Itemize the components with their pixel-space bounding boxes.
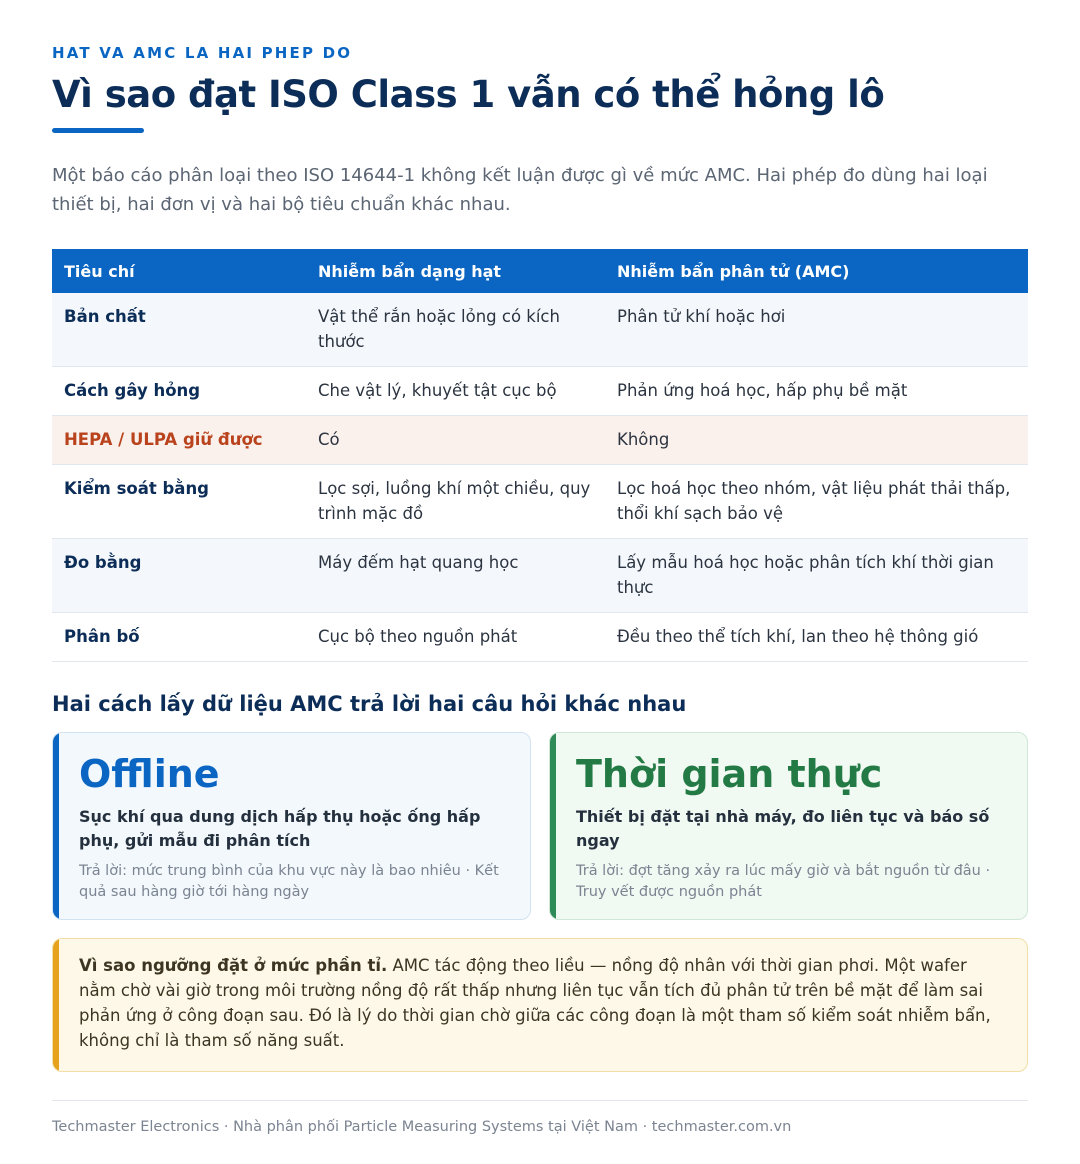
header-particle: Nhiễm bẩn dạng hạt (306, 249, 605, 293)
realtime-card (549, 732, 1028, 920)
card-accent-bar (550, 733, 556, 919)
header-amc: Nhiễm bẩn phân tử (AMC) (605, 249, 1028, 293)
row-particle: Cục bộ theo nguồn phát (306, 613, 605, 662)
page-title: Vì sao đạt ISO Class 1 vẫn có thể hỏng lô (52, 73, 885, 116)
row-amc: Đều theo thể tích khí, lan theo hệ thông gió (605, 613, 1028, 662)
row-criteria: Kiểm soát bằng (52, 465, 306, 539)
row-criteria: Bản chất (52, 293, 306, 367)
row-amc: Lấy mẫu hoá học hoặc phân tích khí thời gian thực (605, 539, 1028, 613)
table-row (52, 293, 1028, 367)
row-amc: Lọc hoá học theo nhóm, vật liệu phát thải thấp, thổi khí sạch bảo vệ (605, 465, 1028, 539)
intro-paragraph: Một báo cáo phân loại theo ISO 14644-1 không kết luận được gì về mức AMC. Hai phép đo dùng hai loại thiết bị, hai đơn vị và hai bộ tiêu chuẩn khác nhau. (52, 165, 988, 215)
table-row (52, 613, 1028, 662)
note-text (79, 953, 1007, 1053)
note-body: AMC tác động theo liều — nồng độ nhân với thời gian phơi. Một wafer nằm chờ vài giờ trong môi trường nồng độ rất thấp nhưng liên tục vẫn tích đủ phân tử trên bề mặt để làm sai phản ứng ở công đoạn sau. Đó là lý do thời gian chờ giữa các công đoạn là một tham số kiểm soát nhiễm bẩn, không chỉ là tham số năng suất. (79, 956, 991, 1050)
row-criteria: HEPA / ULPA giữ được (52, 416, 306, 465)
card-title: Offline (79, 752, 220, 796)
footer-divider (52, 1100, 1028, 1101)
table-row (52, 539, 1028, 613)
row-criteria: Cách gây hỏng (52, 367, 306, 416)
card-accent-bar (53, 733, 59, 919)
method-cards (52, 732, 1028, 920)
note-accent-bar (53, 939, 59, 1071)
row-particle: Lọc sợi, luồng khí một chiều, quy trình mặc đồ (306, 465, 605, 539)
card-answer: Trả lời: mức trung bình của khu vực này là bao nhiêu · Kết quả sau hàng giờ tới hàng ngày (79, 863, 499, 900)
kicker: HAT VA AMC LA HAI PHEP DO (52, 44, 353, 62)
row-particle: Có (306, 416, 605, 465)
footer-text: Techmaster Electronics · Nhà phân phối Particle Measuring Systems tại Việt Nam · techmaster.com.vn (52, 1119, 792, 1135)
row-particle: Che vật lý, khuyết tật cục bộ (306, 367, 605, 416)
callout-note (52, 938, 1028, 1072)
header-criteria: Tiêu chí (52, 249, 306, 293)
row-criteria: Phân bố (52, 613, 306, 662)
card-title: Thời gian thực (576, 752, 883, 796)
row-particle: Vật thể rắn hoặc lỏng có kích thước (306, 293, 605, 367)
table-header-row (52, 249, 1028, 293)
row-amc: Không (605, 416, 1028, 465)
comparison-table (52, 249, 1028, 662)
offline-card (52, 732, 531, 920)
section-title: Hai cách lấy dữ liệu AMC trả lời hai câu hỏi khác nhau (52, 692, 687, 716)
table-row-highlight (52, 416, 1028, 465)
row-criteria: Đo bằng (52, 539, 306, 613)
card-description: Thiết bị đặt tại nhà máy, đo liên tục và báo số ngay (576, 807, 990, 850)
row-amc: Phân tử khí hoặc hơi (605, 293, 1028, 367)
row-particle: Máy đếm hạt quang học (306, 539, 605, 613)
card-answer: Trả lời: đợt tăng xảy ra lúc mấy giờ và bắt nguồn từ đâu · Truy vết được nguồn phát (576, 863, 991, 900)
title-underline (52, 128, 144, 133)
card-description: Sục khí qua dung dịch hấp thụ hoặc ống hấp phụ, gửi mẫu đi phân tích (79, 807, 481, 850)
table-row (52, 367, 1028, 416)
table-row (52, 465, 1028, 539)
row-amc: Phản ứng hoá học, hấp phụ bề mặt (605, 367, 1028, 416)
note-lead: Vì sao ngưỡng đặt ở mức phần tỉ. (79, 956, 388, 975)
